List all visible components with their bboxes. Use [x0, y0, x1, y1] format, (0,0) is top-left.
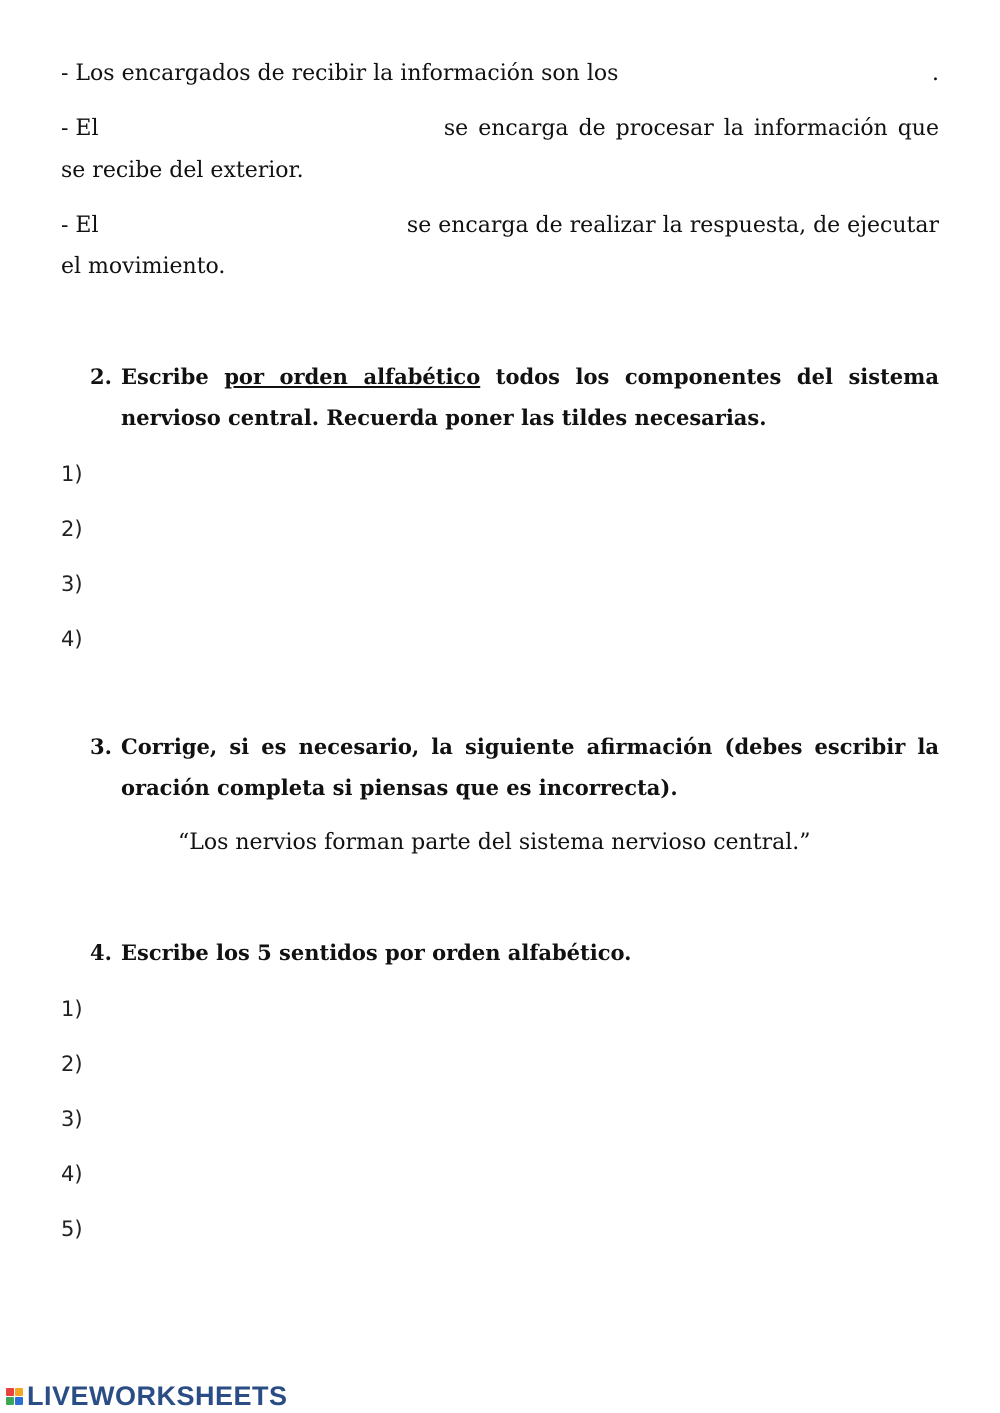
answer-blank-3[interactable]: [99, 212, 407, 240]
question-number: 4.: [90, 940, 112, 965]
statement-processor-line2: se recibe del exterior.: [61, 158, 304, 183]
answer-blank-1[interactable]: [618, 60, 932, 88]
question-number: 3.: [90, 734, 112, 759]
q4-answer-3[interactable]: 3): [61, 1107, 83, 1131]
question-text: [90, 356, 939, 438]
question-number: 2.: [90, 364, 112, 389]
q2-answer-4[interactable]: 4): [61, 627, 83, 651]
q4-answer-5[interactable]: 5): [61, 1217, 83, 1241]
statement-effector: [61, 212, 939, 240]
statement-start: - El: [61, 213, 99, 238]
q4-answer-1[interactable]: 1): [61, 997, 83, 1021]
question-text-start: Escribe: [121, 364, 209, 389]
q2-answer-2[interactable]: 2): [61, 517, 83, 541]
logo-text: LIVEWORKSHEETS: [27, 1380, 288, 1411]
question-4: [90, 932, 939, 973]
q4-answer-2[interactable]: 2): [61, 1052, 83, 1076]
statement-start: - El: [61, 116, 99, 141]
statement-rest: se encarga de realizar la respuesta, de ejecutar: [406, 213, 939, 238]
q2-answer-3[interactable]: 3): [61, 572, 83, 596]
underlined-phrase: por orden alfabético: [224, 364, 481, 389]
statement-processor: [61, 115, 939, 143]
quoted-statement: “Los nervios forman parte del sistema nervioso central.”: [178, 830, 811, 855]
answer-blank-2[interactable]: [99, 115, 444, 143]
q4-answer-4[interactable]: 4): [61, 1162, 83, 1186]
question-text: Corrige, si es necesario, la siguiente afirmación (debes escribir la oración completa si piensas que es incorrecta).: [121, 734, 939, 800]
q2-answer-1[interactable]: 1): [61, 462, 83, 486]
statement-text: - Los encargados de recibir la información son los: [61, 61, 619, 86]
logo-grid-icon: [6, 1388, 23, 1405]
statement-receptors: [61, 60, 939, 88]
statement-effector-line2: el movimiento.: [61, 254, 226, 279]
question-3: [90, 726, 939, 808]
liveworksheets-logo[interactable]: [6, 1381, 288, 1411]
question-2: [90, 356, 939, 438]
question-text: Escribe los 5 sentidos por orden alfabético.: [121, 940, 632, 965]
statement-rest: se encarga de procesar la información que: [443, 116, 939, 141]
statement-end: .: [932, 61, 939, 86]
question-text-end: todos los componentes del sistema nervioso central. Recuerda poner las tildes necesarias.: [121, 364, 939, 430]
